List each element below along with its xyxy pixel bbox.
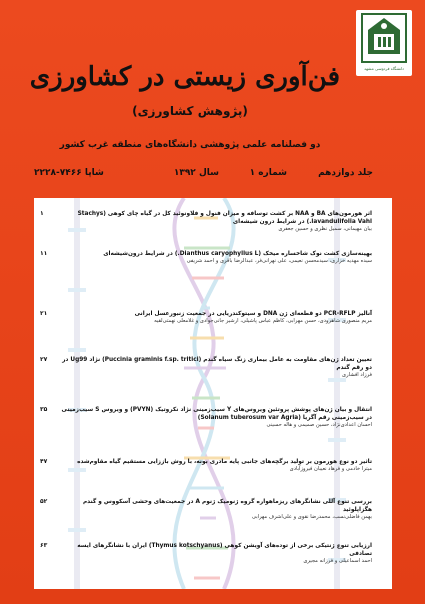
article-title: انتقال و بیان ژن‌های پوشش پروتئین ویروس‌های Y سیب‌زمینی نژاد نکروتیک (PVYN) و ویروس S سیب‌زمینی در سیب‌زمینی رقم آگریا (Solanum tuberosum var Agria) (61, 407, 372, 421)
journal-title: فن‌آوری زیستی در کشاورزی (29, 62, 340, 92)
journal-subtitle: (پژوهش کشاورزی) (132, 104, 248, 118)
article-authors: بیان مهیمانی، سمیل نظری و حسین جعفری (278, 226, 372, 232)
article-page: ۲۱ (40, 310, 48, 317)
article-authors: بهمن فاضلی‌نسب، محمدرضا نقوی و علی‌اشرف مهرابی (251, 514, 372, 520)
article-page: ۱۱ (40, 250, 48, 257)
article-authors: احمد اسماعیلی و فرزانه مجیری (303, 558, 372, 564)
article-authors: مریم منصوری شاهرودی، حسن مهرابی، کاظم عباس پاشیلی، ارشیر جانی‌جوادی و غلامعلی نهمتی‌لقیه (154, 318, 372, 324)
toc-entry[interactable] (40, 210, 372, 234)
article-authors: احسان اعدادی‌نژاد، حسین صمیمی و هاله حسینی (266, 422, 372, 428)
toc-entry[interactable] (40, 458, 372, 474)
article-title: آنالیز PCR-RFLP دو قطعه‌ای ژن DNA و سیتوکندریایی در جمعیت زنبورعسل ایرانی (134, 311, 372, 317)
article-page: ۲۷ (40, 356, 48, 363)
article-page: ۴۷ (40, 458, 48, 465)
table-of-contents (34, 198, 392, 589)
toc-entry[interactable] (40, 542, 372, 566)
contents-panel (34, 198, 392, 589)
article-page: ۳۵ (40, 406, 48, 413)
toc-entry[interactable] (40, 356, 372, 380)
logo-caption: دانشگاه فردوسی مشهد (364, 66, 404, 71)
article-authors: فرزاد افشاری (342, 372, 372, 378)
article-title: بررسی تنوع آللی نشانگرهای ریزماهواره گروه ژنومیک ژنوم A در جمعیت‌های وحشی آسکووس و گندم هگزاپلوئید (82, 499, 372, 513)
toc-entry[interactable] (40, 498, 372, 522)
article-authors: میترا خادمی و فرهاد نعیبان فیروزآبادی (289, 466, 372, 472)
journal-tagline: دو فصلنامه علمی پژوهشی دانشگاه‌های منطقه غرب کشور (59, 140, 321, 150)
issue-number: شماره ۱ (249, 168, 287, 178)
issue-year: سال ۱۳۹۲ (173, 168, 219, 178)
issue-issn: شاپا ۷۴۶۶-۲۲۲۸ (34, 168, 104, 178)
toc-entry[interactable] (40, 406, 372, 430)
article-title: ارزیابی تنوع ژنتیکی برخی از توده‌های آویشن کوهی (Thymus kotschyanus) ایران با نشانگرهای ایسه تصادفی (77, 543, 372, 557)
article-page: ۶۳ (40, 542, 48, 549)
article-title: اثر هورمون‌های BA و NAA بر کشت توسافه و میزان فنول و فلاونوئید کل در گیاه چای کوهی (Stachys lavandulifolia Vahl.) در شرایط درون شیشه‌ای (77, 211, 372, 225)
toc-entry[interactable] (40, 250, 372, 266)
article-page: ۱ (40, 210, 44, 217)
article-page: ۵۲ (40, 498, 48, 505)
article-authors: سیده مهدیه خزاری، سیدمحسن نعیمی، علی نهرانی‌فر، عبدالرضا باقری و احمد شریفی (186, 258, 372, 264)
article-title: تاثیر دو نوع هورمون بر تولید برگچه‌های جانبی پایه مادری بونه، با روش باززایی مستقیم گیاه مقاوم‌شده (77, 459, 372, 465)
article-title: بهینه‌سازی کشت نوک شاخساره میخک (Dianthus caryophyllus L.) در شرایط درون‌شیشه‌ای (103, 251, 372, 257)
article-title: تعیین تعداد ژن‌های مقاومت به عامل بیماری زنگ سیاه گندم (Puccinia graminis f.sp. tritici) نژاد Ug99 در دو رقم گندم (62, 357, 372, 371)
toc-entry[interactable] (40, 310, 372, 326)
issue-volume: جلد دوازدهم (318, 168, 373, 178)
logo-emblem-icon (356, 10, 412, 66)
